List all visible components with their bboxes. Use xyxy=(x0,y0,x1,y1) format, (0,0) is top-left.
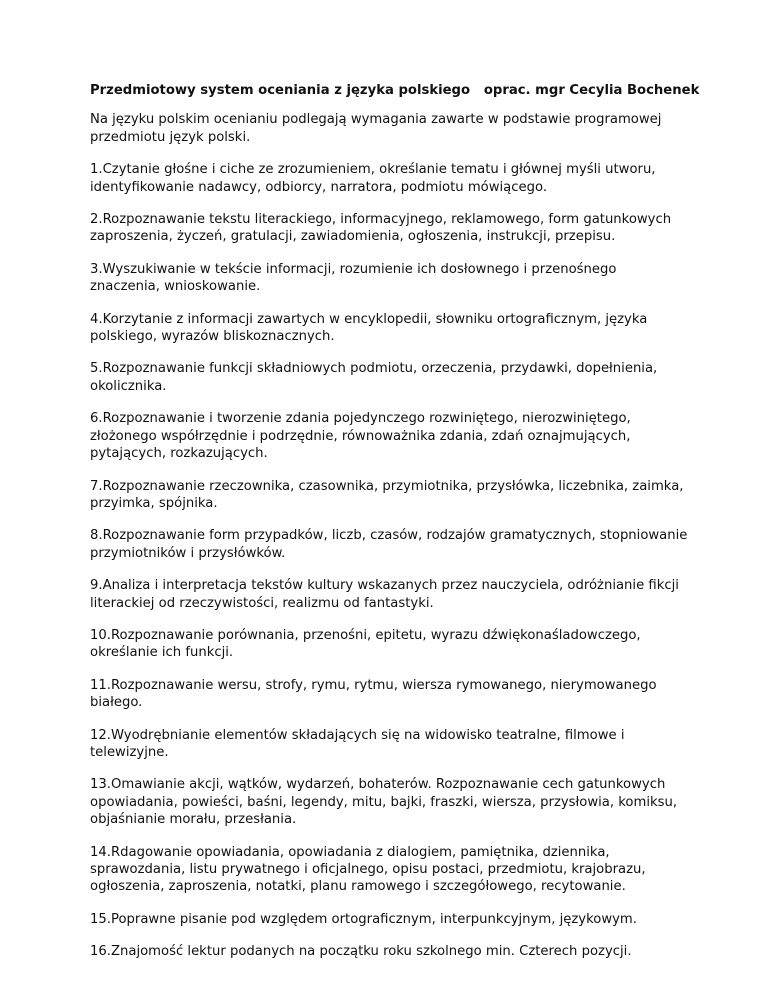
list-item-10: 10.Rozpoznawanie porównania, przenośni, epitetu, wyrazu dźwiękonaśladowczego, określanie ich funkcji. xyxy=(90,627,641,661)
list-item-5: 5.Rozpoznawanie funkcji składniowych podmiotu, orzeczenia, przydawki, dopełnienia, okolicznika. xyxy=(90,361,658,394)
list-item-9: 9.Analiza i interpretacja tekstów kultury wskazanych przez nauczyciela, odróżnianie fikcji literackiej od rzeczywistości, realizmu od fantastyki. xyxy=(90,578,679,611)
document-body xyxy=(90,82,700,976)
list-item-3: 3.Wyszukiwanie w tekście informacji, rozumienie ich dosłownego i przenośnego znaczenia, wnioskowanie. xyxy=(90,261,617,295)
list-item-15: 15.Poprawne pisanie pod względem ortograficznym, interpunkcyjnym, językowym. xyxy=(90,911,637,927)
list-item-1: 1.Czytanie głośne i ciche ze zrozumieniem, określanie tematu i głównej myśli utworu, identyfikowanie nadawcy, odbiorcy, narratora, podmiotu mówiącego. xyxy=(90,162,656,195)
list-item-6: 6.Rozpoznawanie i tworzenie zdania pojedynczego rozwiniętego, nierozwiniętego, złożonego współrzędnie i podrzędnie, równoważnika zdania, zdań oznajmujących, pytających, rozkazujących. xyxy=(90,411,631,462)
list-item-12: 12.Wyodrębnianie elementów składających się na widowisko teatralne, filmowe i telewizyjne. xyxy=(90,727,625,760)
list-item-2: 2.Rozpoznawanie tekstu literackiego, informacyjnego, reklamowego, form gatunkowych zaproszenia, życzeń, gratulacji, zawiadomienia, ogłoszenia, instrukcji, przepisu. xyxy=(90,212,672,245)
list-item-14: 14.Rdagowanie opowiadania, opowiadania z dialogiem, pamiętnika, dziennika, sprawozdania, listu prywatnego i oficjalnego, opisu postaci, przedmiotu, krajobrazu, ogłoszenia, zaproszenia, notatki, planu ramowego i szczegółowego, recytowanie. xyxy=(90,844,646,895)
list-item-4: 4.Korzytanie z informacji zawartych w encyklopedii, słowniku ortograficznym, języka polskiego, wyrazów bliskoznacznych. xyxy=(90,311,648,345)
list-item-16: 16.Znajomość lektur podanych na początku roku szkolnego min. Czterech pozycji. xyxy=(90,944,632,960)
document-title: Przedmiotowy system oceniania z języka polskiego oprac. mgr Cecylia Bochenek xyxy=(90,83,700,98)
list-item-11: 11.Rozpoznawanie wersu, strofy, rymu, rytmu, wiersza rymowanego, nierymowanego białego. xyxy=(90,677,657,711)
list-item-7: 7.Rozpoznawanie rzeczownika, czasownika, przymiotnika, przysłówka, liczebnika, zaimka, przyimka, spójnika. xyxy=(90,478,684,511)
list-item-13: 13.Omawianie akcji, wątków, wydarzeń, bohaterów. Rozpoznawanie cech gatunkowych opowiadania, powieści, baśni, legendy, mitu, bajki, fraszki, wiersza, przysłowia, komiksu, objaśnianie morału, przesłania. xyxy=(90,777,678,828)
list-item-8: 8.Rozpoznawanie form przypadków, liczb, czasów, rodzajów gramatycznych, stopniowanie przymiotników i przysłówków. xyxy=(90,528,688,561)
intro-paragraph: Na języku polskim ocenianiu podlegają wymagania zawarte w podstawie programowej przedmiotu język polski. xyxy=(90,112,662,145)
